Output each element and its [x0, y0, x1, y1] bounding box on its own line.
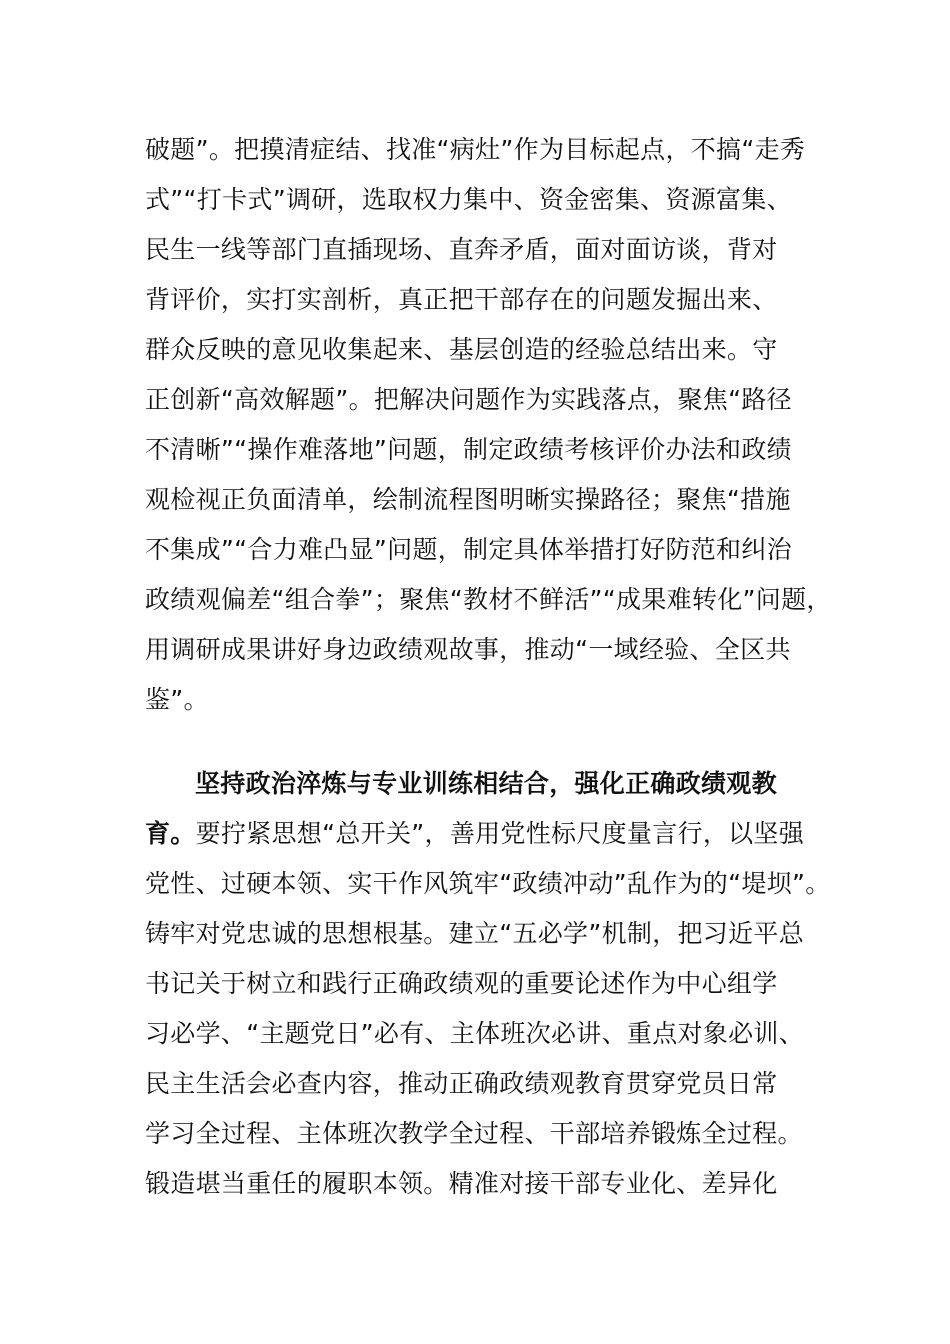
paragraph-line: 不集成”“合力难凸显”问题，制定具体举措打好防范和纠治	[145, 535, 792, 564]
paragraph-line: 习必学、“主题党日”必有、主体班次必讲、重点对象必训、	[145, 1019, 805, 1048]
paragraph-line: 锻造堪当重任的履职本领。精准对接干部专业化、差异化	[145, 1169, 778, 1198]
paragraph-1	[145, 125, 832, 725]
paragraph-line: 观检视正负面清单，绘制流程图明晰实操路径；聚焦“措施	[145, 485, 791, 514]
paragraph-line: 民生一线等部门直插现场、直奔矛盾，面对面访谈，背对	[145, 235, 778, 264]
paragraph-line: 群众反映的意见收集起来、基层创造的经验总结出来。守	[145, 335, 778, 364]
paragraph-line: 用调研成果讲好身边政绩观故事，推动“一域经验、全区共	[145, 635, 791, 664]
paragraph-line: 破题”。把摸清症结、找准“病灶”作为目标起点，不搞“走秀	[145, 135, 806, 164]
paragraph-line: 书记关于树立和践行正确政绩观的重要论述作为中心组学	[145, 969, 778, 998]
paragraph-line: 鉴”。	[145, 685, 209, 714]
paragraph-text: 要拧紧思想“总开关”，善用党性标尺度量言行，以坚强	[195, 819, 805, 848]
paragraph-line: 学习全过程、主体班次教学全过程、干部培养锻炼全过程。	[145, 1119, 803, 1148]
paragraph-line: 铸牢对党忠诚的思想根基。建立“五必学”机制，把习近平总	[145, 919, 805, 948]
paragraph-line: 式”“打卡式”调研，选取权力集中、资金密集、资源富集、	[145, 185, 792, 214]
section-heading: 坚持政治淬炼与专业训练相结合，强化正确政绩观教	[195, 769, 777, 798]
section-heading-end: 育。	[145, 819, 196, 848]
paragraph-line: 民主生活会必查内容，推动正确政绩观教育贯穿党员日常	[145, 1069, 778, 1098]
paragraph-line	[145, 809, 810, 859]
paragraph-line: 正创新“高效解题”。把解决问题作为实践落点，聚焦“路径	[145, 385, 792, 414]
paragraph-line: 党性、过硬本领、实干作风筑牢“政绩冲动”乱作为的“堤坝”。	[145, 869, 831, 898]
paragraph-line: 政绩观偏差“组合拳”；聚焦“教材不鲜活”“成果难转化”问题，	[145, 585, 832, 614]
paragraph-line: 背评价，实打实剖析，真正把干部存在的问题发掘出来、	[145, 285, 778, 314]
paragraph-line: 不清晰”“操作难落地”问题，制定政绩考核评价办法和政绩	[145, 435, 792, 464]
paragraph-2	[145, 759, 831, 1209]
